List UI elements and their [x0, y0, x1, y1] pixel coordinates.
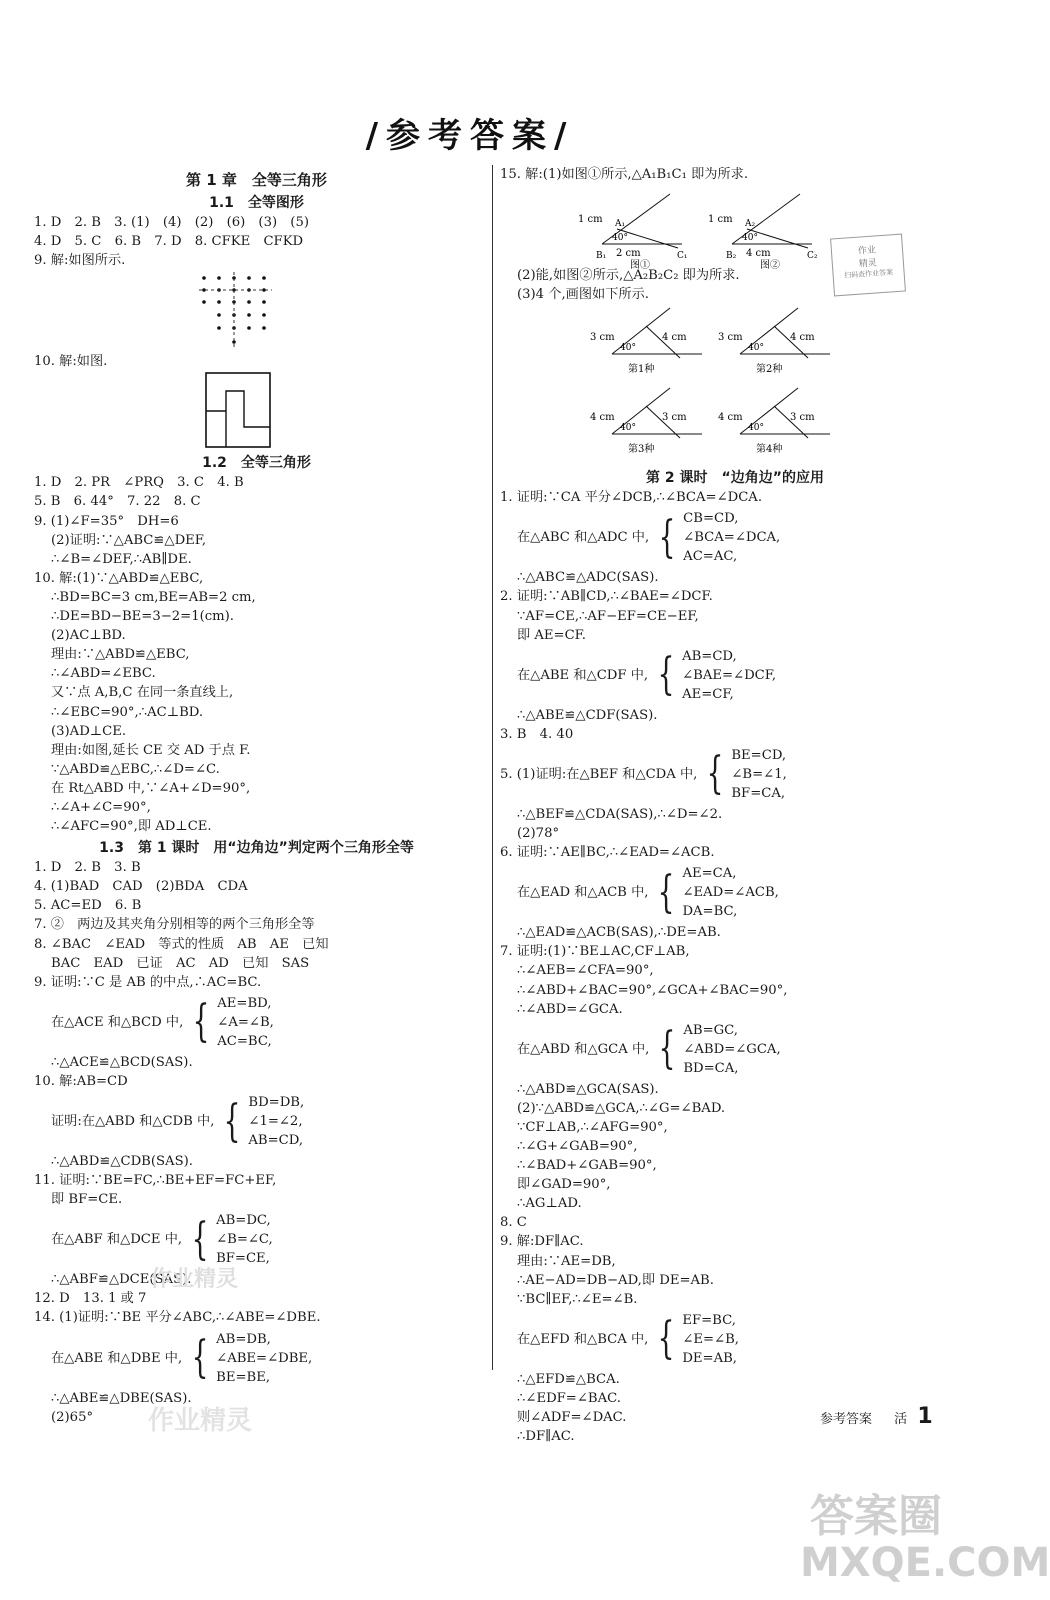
svg-text:4 cm: 4 cm: [718, 412, 743, 424]
answer-line: ∴∠AFC=90°,即 AD⊥CE.: [51, 819, 212, 835]
system-row: ∠A=∠B,: [217, 1014, 274, 1030]
answer-line: (2)AC⊥BD.: [51, 628, 126, 644]
system-row: BD=DB,: [248, 1095, 305, 1110]
answer-line: ∴△ABE≌△CDF(SAS).: [517, 707, 658, 723]
system-row: ∠E=∠B,: [682, 1331, 739, 1347]
system-prefix: 在△ABE 和△CDF 中,: [517, 667, 649, 683]
system-row: AB=DC,: [216, 1213, 271, 1229]
system-row: AB=CD,: [248, 1133, 304, 1148]
proof-system: [500, 1311, 970, 1368]
system-row: ∠BCA=∠DCA,: [683, 530, 781, 546]
answer-line: 10. 解:如图.: [34, 354, 108, 370]
answer-line: 理由:∵AE=DB,: [517, 1253, 616, 1269]
system-row: ∠EAD=∠ACB,: [682, 885, 779, 901]
brace: {: [191, 1332, 209, 1384]
brace: {: [192, 996, 210, 1048]
svg-text:3 cm: 3 cm: [662, 412, 687, 424]
answer-line: ∴△ABE≌△DBE(SAS).: [51, 1390, 192, 1406]
left-column: [34, 165, 479, 1427]
svg-text:40°: 40°: [742, 233, 758, 244]
system-row: DA=BC,: [682, 904, 738, 920]
answer-line: ∴DF∥AC.: [517, 1429, 575, 1445]
system-prefix: 在△ABE 和△DBE 中,: [51, 1350, 183, 1366]
answer-line: ∴∠ABD=∠GCA.: [517, 1001, 623, 1017]
answer-line: 8. ∠BAC ∠EAD 等式的性质 AB AE 已知: [34, 936, 329, 952]
svg-text:C₂: C₂: [807, 251, 818, 262]
system-row: ∠BAE=∠DCF,: [682, 667, 777, 683]
system-prefix: 在△ABC 和△ADC 中,: [517, 530, 650, 546]
system-prefix: 在△EAD 和△ACB 中,: [517, 885, 649, 901]
svg-text:40°: 40°: [612, 233, 628, 244]
svg-text:4 cm: 4 cm: [746, 248, 771, 260]
answer-line: 3. B 4. 40: [500, 726, 574, 742]
answer-line: ∴△EFD≌△BCA.: [517, 1371, 620, 1387]
svg-text:第3种: 第3种: [628, 444, 655, 456]
brace: {: [658, 1023, 676, 1075]
answer-line: 2. 证明:∵AB∥CD,∴∠BAE=∠DCF.: [500, 589, 713, 605]
system-row: ∠ABE=∠DBE,: [216, 1350, 313, 1366]
page-footer: [820, 1404, 933, 1429]
svg-text:40°: 40°: [748, 423, 764, 434]
svg-text:3 cm: 3 cm: [718, 332, 743, 344]
answer-line: ∴△ABF≌△DCE(SAS).: [51, 1272, 192, 1288]
answer-line: 则∠ADF=∠DAC.: [517, 1410, 627, 1425]
answer-line: ∴∠B=∠DEF,∴AB∥DE.: [51, 551, 192, 567]
svg-text:3 cm: 3 cm: [790, 412, 815, 424]
answer-line: 4. D 5. C 6. B 7. D 8. CFKE CFKD: [34, 234, 304, 250]
svg-text:2 cm: 2 cm: [616, 248, 641, 260]
svg-text:第2种: 第2种: [756, 364, 783, 376]
answer-line: 理由:∵△ABD≌△EBC,: [51, 647, 190, 663]
answer-line: ∵△ABD≌△EBC,∴∠D=∠C.: [51, 761, 220, 777]
answer-line: BAC EAD 已证 AC AD 已知 SAS: [51, 955, 310, 971]
system-row: BF=CE,: [216, 1251, 270, 1267]
answer-line: ∴BD=BC=3 cm,BE=AB=2 cm,: [51, 589, 256, 605]
answer-line: ∴∠A+∠C=90°,: [51, 799, 151, 815]
system-row: ∠ABD=∠GCA,: [683, 1041, 781, 1057]
answer-line: ∵BC∥EF,∴∠E=∠B.: [517, 1291, 638, 1307]
answer-line: 9. 解:DF∥AC.: [500, 1234, 584, 1250]
system-row: BE=CD,: [731, 747, 787, 763]
answer-line: ∴△EAD≌△ACB(SAS),∴DE=AB.: [517, 925, 721, 941]
answer-line: 10. 解:(1)∵△ABD≌△EBC,: [34, 570, 204, 586]
column-divider: [492, 165, 493, 1370]
answer-line: ∴∠EBC=90°,∴AC⊥BD.: [51, 704, 204, 720]
system-row: BD=CA,: [683, 1060, 739, 1076]
brace: {: [223, 1095, 241, 1147]
answer-line: ∴△ABC≌△ADC(SAS).: [517, 570, 659, 586]
dot-grid-figure: [34, 270, 479, 352]
answer-line: 6. 证明:∵AE∥BC,∴∠EAD=∠ACB.: [500, 845, 715, 861]
answer-line: (2)∵△ABD≌△GCA,∴∠G=∠BAD.: [517, 1100, 726, 1116]
answer-line: ∴∠AEB=∠CFA=90°,: [517, 963, 654, 979]
section-heading: 1.1 全等图形: [209, 195, 304, 211]
answer-line: 4. (1)BAD CAD (2)BDA CDA: [34, 879, 248, 895]
answer-line: 9. 证明:∵C 是 AB 的中点,∴AC=BC.: [34, 974, 262, 990]
brace: {: [657, 649, 675, 701]
answer-line: 11. 证明:∵BE=FC,∴BE+EF=FC+EF,: [34, 1173, 277, 1189]
answer-line: (2)78°: [517, 826, 560, 842]
brace: {: [191, 1213, 209, 1265]
system-row: CB=CD,: [683, 511, 739, 527]
svg-text:第1种: 第1种: [628, 364, 655, 376]
proof-system: [500, 864, 970, 921]
section-heading: 第 2 课时 “边角边”的应用: [646, 470, 824, 487]
system-row: AE=CF,: [682, 686, 734, 702]
answer-line: ∴DE=BD−BE=3−2=1(cm).: [51, 609, 234, 625]
answer-line: ∴∠G+∠GAB=90°,: [517, 1138, 638, 1154]
footer-brand: 活: [894, 1412, 908, 1427]
answer-line: ∵AF=CE,∴AF−EF=CE−EF,: [517, 608, 699, 624]
system-row: ∠1=∠2,: [248, 1114, 303, 1129]
answer-line: ∴△ABD≌△CDB(SAS).: [51, 1154, 193, 1169]
system-row: AC=BC,: [217, 1033, 272, 1049]
answer-line: ∴∠ABD+∠BAC=90°,∠GCA+∠BAC=90°,: [517, 982, 788, 998]
system-prefix: 在△EFD 和△BCA 中,: [517, 1331, 649, 1347]
page-number: 1: [917, 1404, 933, 1429]
answer-line: (2)65°: [51, 1409, 94, 1425]
answer-line: ∴∠ABD=∠EBC.: [51, 666, 156, 682]
page-title: /参考答案/: [365, 116, 575, 156]
system-row: BE=BE,: [216, 1369, 271, 1385]
answer-line: 1. D 2. PR ∠PRQ 3. C 4. B: [34, 475, 244, 491]
answer-line: 5. B 6. 44° 7. 22 8. C: [34, 494, 201, 510]
system-row: AE=BD,: [217, 995, 272, 1011]
answer-line: 理由:如图,延长 CE 交 AD 于点 F.: [51, 742, 251, 758]
answer-line: ∴∠BAD+∠GAB=90°,: [517, 1158, 657, 1174]
chapter-heading: 第 1 章 全等三角形: [186, 171, 327, 189]
answer-line: ∴AG⊥AD.: [517, 1196, 582, 1212]
system-prefix: 5. (1)证明:在△BEF 和△CDA 中,: [500, 766, 698, 782]
proof-system: [34, 1093, 479, 1150]
answer-line: 在 Rt△ABD 中,∵∠A+∠D=90°,: [51, 780, 251, 796]
figure-tri4: [500, 304, 970, 466]
system-row: ∠B=∠C,: [216, 1232, 273, 1248]
proof-system: [34, 1330, 479, 1387]
svg-text:40°: 40°: [748, 343, 764, 354]
answer-line: ∴AE−AD=DB−AD,即 DE=AB.: [517, 1272, 714, 1288]
figure-dots: [34, 270, 479, 352]
svg-text:1 cm: 1 cm: [708, 214, 733, 226]
answer-line: 7. ② 两边及其夹角分别相等的两个三角形全等: [34, 917, 315, 933]
answer-line: 9. 解:如图所示.: [34, 253, 126, 269]
answer-line: (3)AD⊥CE.: [51, 723, 127, 739]
system-prefix: 在△ABF 和△DCE 中,: [51, 1232, 183, 1248]
answer-line: 又∵点 A,B,C 在同一条直线上,: [51, 685, 234, 701]
svg-text:第4种: 第4种: [756, 444, 783, 456]
answer-line: 即 BF=CE.: [51, 1192, 123, 1208]
svg-text:A₂: A₂: [745, 219, 756, 230]
answer-line: ∴△ABD≌△GCA(SAS).: [517, 1081, 659, 1097]
svg-text:4 cm: 4 cm: [590, 412, 615, 424]
svg-text:图①: 图①: [630, 260, 650, 272]
system-prefix: 证明:在△ABD 和△CDB 中,: [51, 1113, 215, 1129]
answer-line: 12. D 13. 1 或 7: [34, 1291, 147, 1307]
section-heading: 1.2 全等三角形: [202, 455, 311, 472]
answer-line: 1. D 2. B 3. B: [34, 860, 141, 876]
answer-line: 即 AE=CF.: [517, 627, 586, 643]
footer-section: 参考答案: [820, 1412, 873, 1427]
system-row: BF=CA,: [731, 785, 786, 801]
svg-text:1 cm: 1 cm: [578, 214, 603, 226]
proof-system: [500, 746, 970, 803]
brace: {: [706, 748, 724, 800]
brace: {: [658, 511, 676, 563]
answer-line: ∴△BEF≌△CDA(SAS),∴∠D=∠2.: [517, 806, 723, 822]
proof-system: [500, 1021, 970, 1078]
svg-text:40°: 40°: [620, 423, 636, 434]
svg-text:4 cm: 4 cm: [790, 332, 815, 344]
watermark-2: 作业精灵: [148, 1406, 253, 1436]
system-row: EF=BC,: [682, 1312, 736, 1328]
answer-line: 1. 证明:∵CA 平分∠DCB,∴∠BCA=∠DCA.: [500, 490, 763, 506]
qr-stamp: 作业 精灵 扫码查作业答案: [830, 234, 906, 297]
svg-text:C₁: C₁: [677, 251, 688, 262]
answer-line: 9. (1)∠F=35° DH=6: [34, 513, 179, 529]
right-column: [500, 165, 970, 1446]
answer-line: ∴△ACE≌△BCD(SAS).: [51, 1054, 193, 1070]
system-prefix: 在△ACE 和△BCD 中,: [51, 1014, 184, 1030]
answer-line: 即∠GAD=90°,: [517, 1177, 611, 1193]
svg-text:40°: 40°: [620, 343, 636, 354]
answer-line: 10. 解:AB=CD: [34, 1073, 128, 1089]
answer-line: (3)4 个,画图如下所示.: [517, 287, 649, 303]
proof-system: [500, 509, 970, 566]
svg-text:3 cm: 3 cm: [590, 332, 615, 344]
answer-line: 8. C: [500, 1215, 527, 1231]
watermark-3: 答案圈: [810, 1491, 942, 1542]
system-row: ∠B=∠1,: [731, 766, 787, 782]
answer-line: 15. 解:(1)如图①所示,△A₁B₁C₁ 即为所求.: [500, 167, 749, 182]
proof-system: [34, 1211, 479, 1268]
answer-line: 7. 证明:(1)∵BE⊥AC,CF⊥AB,: [500, 944, 690, 960]
brace: {: [657, 1313, 675, 1365]
answer-line: (2)证明:∵△ABC≌△DEF,: [51, 532, 207, 548]
system-row: AC=AC,: [683, 549, 738, 565]
svg-text:图②: 图②: [760, 260, 780, 272]
proof-system: [34, 994, 479, 1051]
system-row: AE=CA,: [682, 866, 737, 882]
figure-shape: [34, 371, 479, 451]
system-row: DE=AB,: [682, 1350, 737, 1366]
proof-system: [500, 647, 970, 704]
triangle-figures-four-cases: [500, 304, 970, 466]
system-row: AB=CD,: [682, 648, 737, 664]
watermark-4: MXQE.COM: [800, 1540, 1050, 1586]
svg-text:B₁: B₁: [596, 251, 607, 262]
watermark-1: 作业精灵: [150, 1267, 239, 1292]
answer-line: ∴∠EDF=∠BAC.: [517, 1390, 621, 1406]
system-row: AB=DB,: [216, 1331, 271, 1347]
system-prefix: 在△ABD 和△GCA 中,: [517, 1041, 650, 1057]
answer-line: 1. D 2. B 3. (1) (4) (2) (6) (3) (5): [34, 215, 309, 230]
section-heading: 1.3 第 1 课时 用“边角边”判定两个三角形全等: [99, 840, 414, 857]
system-row: AB=GC,: [683, 1022, 738, 1038]
svg-text:A₁: A₁: [615, 219, 626, 230]
answer-line: 14. (1)证明:∵BE 平分∠ABC,∴∠ABE=∠DBE.: [34, 1310, 321, 1326]
svg-text:B₂: B₂: [726, 251, 737, 262]
l-shape-figure: [34, 371, 479, 451]
answer-line: 5. AC=ED 6. B: [34, 898, 142, 914]
answer-line: (2)能,如图②所示,△A₂B₂C₂ 即为所求.: [517, 268, 740, 284]
svg-text:4 cm: 4 cm: [662, 332, 687, 344]
answer-line: ∵CF⊥AB,∴∠AFG=90°,: [517, 1119, 668, 1135]
brace: {: [658, 866, 675, 918]
